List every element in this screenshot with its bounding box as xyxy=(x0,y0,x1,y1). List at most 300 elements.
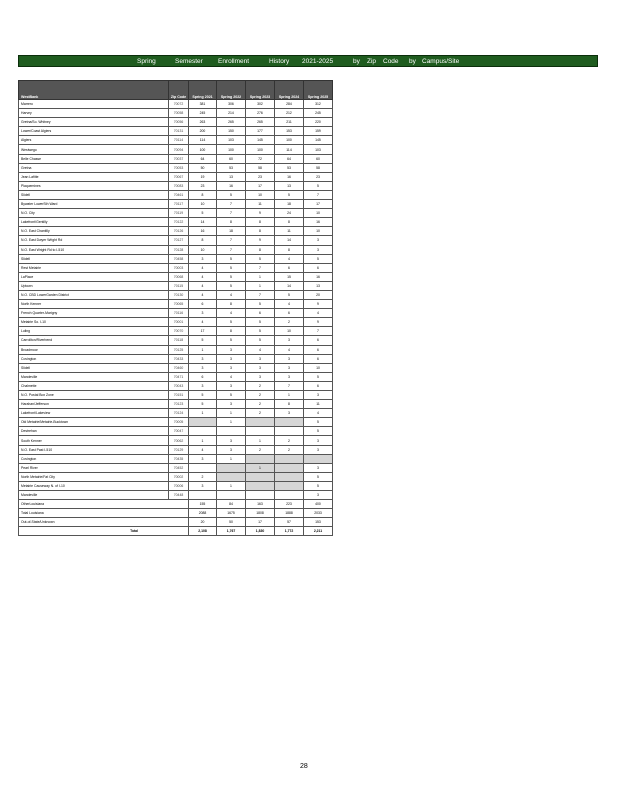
enrollment-cell: 3 xyxy=(217,436,246,445)
header-2022: Spring 2022 xyxy=(217,81,246,100)
summary-cell: 163 xyxy=(246,500,275,509)
title-word: by xyxy=(409,58,416,65)
enrollment-cell: 3 xyxy=(275,409,304,418)
city-cell: N.O. East Dwyer Wright Rd xyxy=(19,236,169,245)
summary-label: OtherLouisiana xyxy=(19,500,189,509)
enrollment-cell: 60 xyxy=(304,154,333,163)
total-label: Total xyxy=(19,527,189,536)
enrollment-cell: 16 xyxy=(217,181,246,190)
city-cell: Slidell xyxy=(19,190,169,199)
table-row xyxy=(19,372,333,381)
table-row xyxy=(19,491,333,500)
table-row xyxy=(19,391,333,400)
enrollment-cell: 177 xyxy=(246,127,275,136)
table-row xyxy=(19,218,333,227)
table-row xyxy=(19,381,333,390)
enrollment-cell: 6 xyxy=(246,309,275,318)
enrollment-cell: 18 xyxy=(217,227,246,236)
zip-cell: 70127 xyxy=(169,236,189,245)
summary-cell: 20 xyxy=(189,518,217,527)
enrollment-cell: 11 xyxy=(275,227,304,236)
city-cell: Jean Lafitte xyxy=(19,172,169,181)
enrollment-cell: 5 xyxy=(304,254,333,263)
enrollment-cell: 3 xyxy=(217,381,246,390)
enrollment-cell: 200 xyxy=(189,127,217,136)
enrollment-cell: 3 xyxy=(304,463,333,472)
enrollment-cell: 23 xyxy=(304,172,333,181)
enrollment-cell xyxy=(275,418,304,427)
enrollment-cell: 6 xyxy=(304,381,333,390)
zip-cell: 70062 xyxy=(169,436,189,445)
zip-cell: 70452 xyxy=(169,463,189,472)
city-cell: N.O. East Past I-510 xyxy=(19,445,169,454)
enrollment-cell: 306 xyxy=(217,100,246,109)
enrollment-cell: 4 xyxy=(275,254,304,263)
header-2025: Spring 2025 xyxy=(304,81,333,100)
city-cell: Destrehan xyxy=(19,427,169,436)
report-title-bar xyxy=(18,55,598,67)
total-row xyxy=(19,527,333,536)
enrollment-cell xyxy=(189,427,217,436)
title-word: 2021-2025 xyxy=(302,58,334,65)
zip-cell: 70002 xyxy=(169,472,189,481)
table-row xyxy=(19,154,333,163)
city-cell: South Kenner xyxy=(19,436,169,445)
enrollment-cell: 7 xyxy=(217,200,246,209)
enrollment-cell xyxy=(304,454,333,463)
enrollment-cell: 16 xyxy=(304,272,333,281)
enrollment-cell: 103 xyxy=(304,145,333,154)
enrollment-cell: 10 xyxy=(304,227,333,236)
enrollment-cell: 58 xyxy=(304,163,333,172)
enrollment-cell: 2 xyxy=(275,445,304,454)
table-row xyxy=(19,436,333,445)
table-row xyxy=(19,163,333,172)
summary-cell: 223 xyxy=(275,500,304,509)
enrollment-cell: 3 xyxy=(275,354,304,363)
enrollment-cell: 8 xyxy=(246,227,275,236)
enrollment-cell: 5 xyxy=(304,427,333,436)
enrollment-cell: 60 xyxy=(217,154,246,163)
enrollment-cell: 4 xyxy=(189,281,217,290)
enrollment-cell: 6 xyxy=(304,345,333,354)
enrollment-cell: 265 xyxy=(217,118,246,127)
table-row xyxy=(19,409,333,418)
zip-cell: 70122 xyxy=(169,218,189,227)
enrollment-cell: 5 xyxy=(246,336,275,345)
enrollment-cell: 2 xyxy=(246,381,275,390)
table-row xyxy=(19,145,333,154)
enrollment-table-wrapper xyxy=(18,80,332,536)
enrollment-cell: 5 xyxy=(189,209,217,218)
zip-cell: 70116 xyxy=(169,309,189,318)
enrollment-cell: 20 xyxy=(304,290,333,299)
zip-cell: 70126 xyxy=(169,227,189,236)
city-cell: Harvey xyxy=(19,109,169,118)
table-row xyxy=(19,118,333,127)
enrollment-cell: 18 xyxy=(275,200,304,209)
city-cell: N.O. East Wright Rd to I-510 xyxy=(19,245,169,254)
title-word: Campus/Site xyxy=(422,58,460,65)
enrollment-cell: 3 xyxy=(246,354,275,363)
enrollment-cell: 2 xyxy=(275,436,304,445)
enrollment-cell xyxy=(246,472,275,481)
city-cell: Mandeville xyxy=(19,372,169,381)
city-cell: N.O. City xyxy=(19,209,169,218)
city-cell: Luling xyxy=(19,327,169,336)
summary-cell: 400 xyxy=(304,500,333,509)
enrollment-cell: 5 xyxy=(217,391,246,400)
table-row xyxy=(19,245,333,254)
table-row xyxy=(19,254,333,263)
enrollment-cell: 2 xyxy=(246,445,275,454)
enrollment-cell: 100 xyxy=(189,145,217,154)
enrollment-cell xyxy=(217,427,246,436)
table-row xyxy=(19,172,333,181)
city-cell: Slidell xyxy=(19,363,169,372)
enrollment-cell: 3 xyxy=(304,245,333,254)
enrollment-cell: 302 xyxy=(246,100,275,109)
enrollment-cell: 5 xyxy=(246,254,275,263)
enrollment-cell: 5 xyxy=(217,318,246,327)
total-cell: 1,767 xyxy=(217,527,246,536)
title-word: Enrollment xyxy=(218,58,250,65)
enrollment-cell: 11 xyxy=(304,400,333,409)
enrollment-cell: 7 xyxy=(217,209,246,218)
enrollment-cell: 7 xyxy=(304,190,333,199)
enrollment-cell: 8 xyxy=(217,300,246,309)
enrollment-cell: 8 xyxy=(275,400,304,409)
enrollment-cell: 1 xyxy=(246,272,275,281)
enrollment-cell xyxy=(217,491,246,500)
zip-cell: 70130 xyxy=(169,290,189,299)
enrollment-cell: 8 xyxy=(275,245,304,254)
zip-cell: 70117 xyxy=(169,200,189,209)
city-cell: Carrollton/Riverbend xyxy=(19,336,169,345)
enrollment-cell: 14 xyxy=(275,236,304,245)
enrollment-cell: 214 xyxy=(217,109,246,118)
summary-cell: 50 xyxy=(217,518,246,527)
enrollment-cell: 3 xyxy=(275,336,304,345)
enrollment-cell xyxy=(246,427,275,436)
enrollment-cell: 3 xyxy=(217,445,246,454)
enrollment-cell: 159 xyxy=(304,127,333,136)
zip-cell: 70114 xyxy=(169,136,189,145)
enrollment-cell: 8 xyxy=(246,218,275,227)
enrollment-cell: 3 xyxy=(304,391,333,400)
enrollment-cell: 8 xyxy=(246,245,275,254)
header-2024: Spring 2024 xyxy=(275,81,304,100)
city-cell: Chalmette xyxy=(19,381,169,390)
enrollment-cell: 10 xyxy=(275,327,304,336)
enrollment-cell: 245 xyxy=(189,109,217,118)
enrollment-cell: 6 xyxy=(304,336,333,345)
enrollment-cell: 10 xyxy=(304,363,333,372)
enrollment-cell xyxy=(275,491,304,500)
header-2021: Spring 2021 xyxy=(189,81,217,100)
enrollment-cell: 15 xyxy=(275,272,304,281)
zip-cell: 70037 xyxy=(169,154,189,163)
enrollment-cell: 1 xyxy=(189,436,217,445)
zip-cell: 70448 xyxy=(169,491,189,500)
zip-cell: 70151 xyxy=(169,391,189,400)
zip-cell: 70118 xyxy=(169,336,189,345)
zip-cell: 70001 xyxy=(169,318,189,327)
zip-cell: 70433 xyxy=(169,354,189,363)
enrollment-cell: 3 xyxy=(217,363,246,372)
enrollment-cell: 13 xyxy=(275,181,304,190)
enrollment-cell: 3 xyxy=(304,445,333,454)
enrollment-cell: 3 xyxy=(217,345,246,354)
enrollment-cell: 3 xyxy=(189,481,217,490)
enrollment-cell: 17 xyxy=(189,327,217,336)
enrollment-cell: 8 xyxy=(189,236,217,245)
summary-cell: 2088 xyxy=(189,509,217,518)
zip-cell: 70072 xyxy=(169,100,189,109)
enrollment-cell: 114 xyxy=(189,136,217,145)
enrollment-cell: 72 xyxy=(246,154,275,163)
enrollment-cell: 150 xyxy=(217,127,246,136)
zip-cell: 70125 xyxy=(169,345,189,354)
city-cell: Metairie Causeway N. of I-10 xyxy=(19,481,169,490)
header-2023: Spring 2023 xyxy=(246,81,275,100)
enrollment-cell: 13 xyxy=(304,281,333,290)
summary-label: Out-of-State/Unknown xyxy=(19,518,189,527)
enrollment-table xyxy=(18,80,333,536)
table-row xyxy=(19,454,333,463)
zip-cell: 70065 xyxy=(169,300,189,309)
enrollment-cell: 5 xyxy=(246,300,275,309)
summary-cell: 155 xyxy=(189,500,217,509)
enrollment-cell: 3 xyxy=(217,400,246,409)
city-cell: LaPlace xyxy=(19,272,169,281)
enrollment-cell: 9 xyxy=(304,318,333,327)
enrollment-cell: 10 xyxy=(304,209,333,218)
enrollment-cell: 7 xyxy=(246,263,275,272)
city-cell: North Metairie/Fat City xyxy=(19,472,169,481)
title-word: History xyxy=(269,58,290,65)
city-cell: Plaquemines xyxy=(19,181,169,190)
city-cell: Old Metairie/Metairie-Bucktown xyxy=(19,418,169,427)
enrollment-cell: 16 xyxy=(189,227,217,236)
enrollment-cell: 24 xyxy=(275,209,304,218)
zip-cell: 70047 xyxy=(169,427,189,436)
enrollment-cell xyxy=(275,427,304,436)
total-cell: 1,830 xyxy=(246,527,275,536)
enrollment-cell xyxy=(246,491,275,500)
enrollment-cell: 4 xyxy=(246,345,275,354)
enrollment-cell: 5 xyxy=(304,418,333,427)
city-cell: Broadmoor xyxy=(19,345,169,354)
enrollment-cell: 5 xyxy=(217,254,246,263)
header-city: WestBank xyxy=(19,81,169,100)
table-row xyxy=(19,181,333,190)
enrollment-cell xyxy=(217,472,246,481)
table-row xyxy=(19,281,333,290)
enrollment-cell xyxy=(189,418,217,427)
enrollment-cell: 1 xyxy=(217,409,246,418)
table-row xyxy=(19,336,333,345)
table-row xyxy=(19,318,333,327)
enrollment-cell: 3 xyxy=(189,309,217,318)
enrollment-cell: 211 xyxy=(275,118,304,127)
zip-cell: 70043 xyxy=(169,381,189,390)
enrollment-cell: 5 xyxy=(189,336,217,345)
enrollment-cell: 5 xyxy=(217,336,246,345)
table-row xyxy=(19,272,333,281)
zip-cell: 70458 xyxy=(169,254,189,263)
enrollment-cell: 114 xyxy=(275,145,304,154)
enrollment-cell xyxy=(246,454,275,463)
enrollment-cell: 6 xyxy=(189,300,217,309)
enrollment-cell: 1 xyxy=(246,463,275,472)
summary-cell: 84 xyxy=(217,500,246,509)
enrollment-cell: 5 xyxy=(217,272,246,281)
enrollment-cell: 3 xyxy=(304,436,333,445)
enrollment-cell: 6 xyxy=(275,309,304,318)
page-number: 28 xyxy=(300,763,308,770)
enrollment-cell: 2 xyxy=(189,472,217,481)
enrollment-cell: 9 xyxy=(246,209,275,218)
zip-cell: 70070 xyxy=(169,327,189,336)
enrollment-cell: 3 xyxy=(246,363,275,372)
table-body xyxy=(19,100,333,536)
city-cell: Lakefront/Gentilly xyxy=(19,218,169,227)
table-row xyxy=(19,481,333,490)
enrollment-cell: 5 xyxy=(217,190,246,199)
enrollment-cell: 4 xyxy=(217,309,246,318)
city-cell: Slidell xyxy=(19,254,169,263)
enrollment-cell: 312 xyxy=(304,100,333,109)
table-row xyxy=(19,309,333,318)
enrollment-cell: 50 xyxy=(189,163,217,172)
enrollment-cell: 100 xyxy=(275,136,304,145)
enrollment-cell: 3 xyxy=(275,372,304,381)
enrollment-cell: 5 xyxy=(189,391,217,400)
enrollment-cell: 17 xyxy=(304,200,333,209)
enrollment-cell: 5 xyxy=(304,181,333,190)
enrollment-cell: 11 xyxy=(246,200,275,209)
title-word: Spring xyxy=(137,58,156,65)
table-row xyxy=(19,227,333,236)
enrollment-cell: 17 xyxy=(246,181,275,190)
table-row xyxy=(19,236,333,245)
title-word: by xyxy=(353,58,360,65)
total-cell: 1,772 xyxy=(275,527,304,536)
zip-cell: 70435 xyxy=(169,454,189,463)
enrollment-cell: 7 xyxy=(275,381,304,390)
enrollment-cell: 9 xyxy=(304,300,333,309)
enrollment-cell: 6 xyxy=(304,263,333,272)
zip-cell: 70123 xyxy=(169,400,189,409)
enrollment-cell: 4 xyxy=(304,409,333,418)
zip-cell: 70460 xyxy=(169,363,189,372)
city-cell: Belle Chasse xyxy=(19,154,169,163)
enrollment-cell: 2 xyxy=(246,391,275,400)
enrollment-cell: 3 xyxy=(189,363,217,372)
table-row xyxy=(19,100,333,109)
summary-cell: 1888 xyxy=(275,509,304,518)
zip-cell: 70053 xyxy=(169,163,189,172)
enrollment-cell: 5 xyxy=(246,318,275,327)
enrollment-cell: 10 xyxy=(189,200,217,209)
enrollment-cell: 1 xyxy=(246,436,275,445)
enrollment-cell: 3 xyxy=(246,372,275,381)
enrollment-cell: 4 xyxy=(217,290,246,299)
enrollment-cell: 1 xyxy=(217,481,246,490)
enrollment-cell xyxy=(189,491,217,500)
enrollment-cell: 1 xyxy=(217,418,246,427)
enrollment-cell: 6 xyxy=(189,372,217,381)
city-cell: N.O. East Chantilly xyxy=(19,227,169,236)
header-zip: Zip Code xyxy=(169,81,189,100)
enrollment-cell: 284 xyxy=(275,100,304,109)
enrollment-cell: 5 xyxy=(246,327,275,336)
table-row xyxy=(19,136,333,145)
table-row xyxy=(19,190,333,199)
zip-cell: 70129 xyxy=(169,445,189,454)
table-row xyxy=(19,263,333,272)
summary-row xyxy=(19,500,333,509)
enrollment-cell: 23 xyxy=(246,172,275,181)
title-word: Semester xyxy=(175,58,203,65)
table-row xyxy=(19,290,333,299)
zip-cell: 70119 xyxy=(169,209,189,218)
zip-cell: 70058 xyxy=(169,109,189,118)
enrollment-cell: 10 xyxy=(246,190,275,199)
enrollment-cell: 5 xyxy=(189,400,217,409)
summary-cell: 1675 xyxy=(217,509,246,518)
enrollment-cell xyxy=(275,472,304,481)
enrollment-cell: 53 xyxy=(275,163,304,172)
enrollment-cell: 3 xyxy=(275,363,304,372)
table-row xyxy=(19,363,333,372)
enrollment-cell: 3 xyxy=(304,491,333,500)
enrollment-cell xyxy=(217,463,246,472)
zip-cell: 70131 xyxy=(169,127,189,136)
enrollment-cell: 8 xyxy=(217,327,246,336)
enrollment-cell: 8 xyxy=(189,190,217,199)
table-row xyxy=(19,418,333,427)
enrollment-cell: 4 xyxy=(275,345,304,354)
enrollment-cell: 8 xyxy=(217,218,246,227)
summary-cell: 57 xyxy=(275,518,304,527)
enrollment-cell: 145 xyxy=(246,136,275,145)
summary-row xyxy=(19,509,333,518)
enrollment-cell: 5 xyxy=(275,290,304,299)
city-cell: Pearl River xyxy=(19,463,169,472)
zip-cell: 70471 xyxy=(169,372,189,381)
zip-cell: 70005 xyxy=(169,418,189,427)
enrollment-cell: 53 xyxy=(217,163,246,172)
enrollment-cell: 5 xyxy=(304,372,333,381)
city-cell: Covington xyxy=(19,354,169,363)
enrollment-cell: 4 xyxy=(189,290,217,299)
enrollment-cell: 14 xyxy=(275,281,304,290)
city-cell: Mandeville xyxy=(19,491,169,500)
enrollment-cell: 265 xyxy=(246,118,275,127)
zip-cell: 70094 xyxy=(169,145,189,154)
zip-cell: 70056 xyxy=(169,118,189,127)
title-word: Code xyxy=(383,58,399,65)
enrollment-cell: 6 xyxy=(304,354,333,363)
summary-row xyxy=(19,518,333,527)
enrollment-cell: 64 xyxy=(189,154,217,163)
zip-cell: 70003 xyxy=(169,263,189,272)
enrollment-cell: 6 xyxy=(275,263,304,272)
enrollment-cell: 1 xyxy=(217,454,246,463)
table-row xyxy=(19,345,333,354)
